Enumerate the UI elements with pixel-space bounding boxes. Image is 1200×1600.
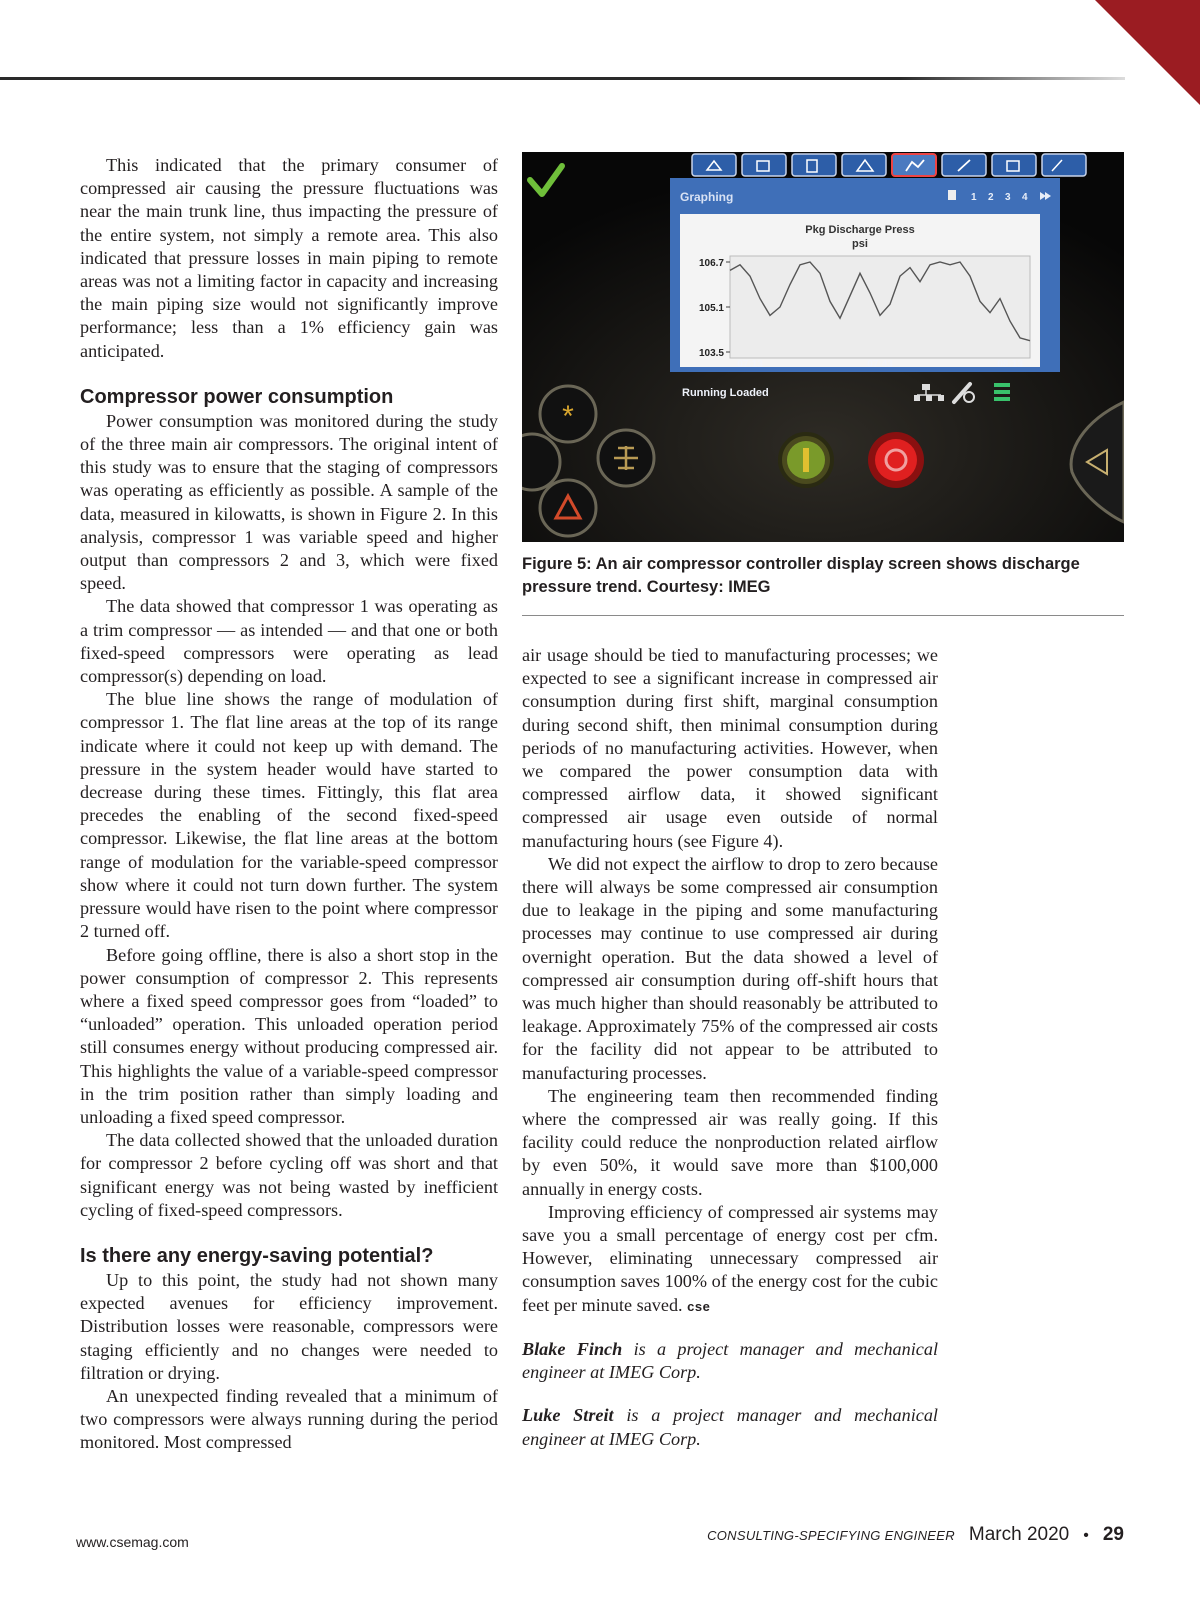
paragraph: The engineering team then recommended finding where the compressed air was really going. If this facility could reduce the nonproduction related airflow by even 50%, it would save more than $100,000 annually in energy costs. <box>522 1085 938 1199</box>
paragraph: Up to this point, the study had not shown many expected avenues for efficiency improvement. Distribution losses were reasonable, compressors were staging efficiently and no changes were needed to filtration or drying. <box>80 1269 498 1383</box>
paragraph: air usage should be tied to manufacturing processes; we expected to see a significant increase in compressed air consumption during first shift, marginal consumption during second shift, then minimal consumption during periods of no manufacturing activities. However, when we compared the power consumption data with compressed airflow data, it showed significant compressed air usage even outside of normal manufacturing hours (see Figure 4). <box>522 645 938 851</box>
plot-unit: psi <box>852 238 868 250</box>
figure-photo <box>522 152 1124 542</box>
paragraph: The data collected showed that the unloaded duration for compressor 2 before cycling off was short and that significant energy was not being wasted by inefficient cycling of fixed-speed compressors. <box>80 1130 498 1220</box>
status-text: Running Loaded <box>682 387 769 399</box>
left-column <box>80 154 498 1455</box>
star-icon: * <box>562 400 574 433</box>
author-name: Blake Finch <box>522 1338 623 1359</box>
paragraph: The data showed that compressor 1 was operating as a trim compressor — as intended — and that one or both fixed-speed compressors were operating as lead compressor(s) depending on load. <box>80 596 498 687</box>
paragraph-text: Improving efficiency of compressed air systems may save you a small percentage of energy cost per cfm. However, eliminating unnecessary compressed air consumption saves 100% of the energy cost for the cubic feet per minute saved. <box>522 1201 938 1315</box>
y-tick-label: 105.1 <box>698 303 724 314</box>
stop-button-face <box>875 439 917 481</box>
x-tick-label: 07:13 <box>737 359 763 370</box>
header-rule <box>0 77 1125 80</box>
x-tick-label: 07:43 <box>867 359 893 370</box>
issue-date: March 2020 <box>968 1524 1070 1545</box>
paragraph: This indicated that the primary consumer of compressed air causing the pressure fluctuations was near the main trunk line, thus impacting the pressure of the entire system, not simply a remote area. This also indicated that pressure losses in main piping to remote areas was not a limiting factor in capacity and increasing the main piping size would not significantly improve performance; less than a 1% efficiency gain was anticipated. <box>80 155 498 361</box>
page-number: 29 <box>1102 1524 1124 1545</box>
y-tick-label: 106.7 <box>698 258 724 269</box>
footer-folio <box>707 1524 1124 1546</box>
screen-header: Graphing <box>680 190 734 204</box>
author-name: Luke Streit <box>522 1405 614 1426</box>
bullet: • <box>1083 1527 1089 1544</box>
paragraph: We did not expect the airflow to drop to zero because there will always be some compressed air consumption due to leakage in the piping and some manufacturing processes may continue to use compressed air during overnight operation. But the data showed a level of compressed air consumption during off-shift hours that was much higher than should reasonably be attributed to leakage. Approximately 75% of the compressed air costs for the facility did not appear to be attributed to manufacturing processes. <box>522 853 938 1083</box>
drain-icon <box>994 383 1010 401</box>
caption-rule <box>522 615 1124 616</box>
page-number: 4 <box>1022 192 1028 203</box>
controller-display <box>522 152 1124 542</box>
page-number: 1 <box>971 192 977 203</box>
paragraph: Power consumption was monitored during the study of the three main air compressors. The original intent of this study was to ensure that the staging of compressors was operating as efficiently as possible. A sample of the data, measured in kilowatts, is shown in Figure 2. In this analysis, compressor 1 was variable speed and higher output than compressors 2 and 3, which were fixed speed. <box>80 410 498 594</box>
x-tick-label: 08:13 <box>997 359 1023 370</box>
author-description: is a project manager and mechanical engineer at IMEG Corp. <box>522 1338 938 1383</box>
page-icon <box>948 190 956 200</box>
page-number: 3 <box>1005 192 1011 203</box>
corner-tab <box>1095 0 1200 105</box>
pressure-chart <box>699 256 1030 370</box>
y-tick-label: 103.5 <box>698 348 724 359</box>
middle-column <box>522 644 938 1451</box>
magazine-name: CONSULTING-SPECIFYING ENGINEER <box>707 1528 955 1543</box>
end-mark: cse <box>687 1298 711 1314</box>
paragraph: An unexpected finding revealed that a minimum of two compressors were always running during the period monitored. Most compressed <box>80 1385 498 1453</box>
footer-url: www.csemag.com <box>76 1534 189 1550</box>
plot-title: Pkg Discharge Press <box>805 224 915 236</box>
start-icon <box>803 448 809 472</box>
author-description: is a project manager and mechanical engineer at IMEG Corp. <box>522 1405 938 1449</box>
section-heading: Compressor power consumption <box>80 385 394 408</box>
page-number: 2 <box>988 192 994 203</box>
alarm-button[interactable] <box>540 480 596 536</box>
paragraph: Before going offline, there is also a short stop in the power consumption of compressor 2. This represents where a fixed speed compressor goes from “loaded” to “unloaded” operation. This unloaded operation period still consumes energy without producing compressed air. This highlights the value of a variable-speed compressor in the trim position rather than simply loading and unloading a fixed speed compressor. <box>80 944 498 1127</box>
paragraph: The blue line shows the range of modulation of compressor 1. The flat line areas at the top of its range indicate where it could not keep up with demand. The pressure in the system header would have started to decrease during these times. Fittingly, this flat area precedes the enabling of the second fixed-speed compressor. Likewise, the flat line areas at the bottom range of modulation for the variable-speed compressor show where it could not turn down further. The system pressure would have risen to the point where compressor 2 turned off. <box>80 689 498 942</box>
section-heading: Is there any energy-saving potential? <box>80 1244 434 1267</box>
figure-caption: Figure 5: An air compressor controller display screen shows discharge pressure trend. Courtesy: IMEG <box>522 555 1080 596</box>
author-bio <box>522 1404 938 1450</box>
author-bio <box>522 1338 938 1384</box>
paragraph <box>522 1201 938 1318</box>
